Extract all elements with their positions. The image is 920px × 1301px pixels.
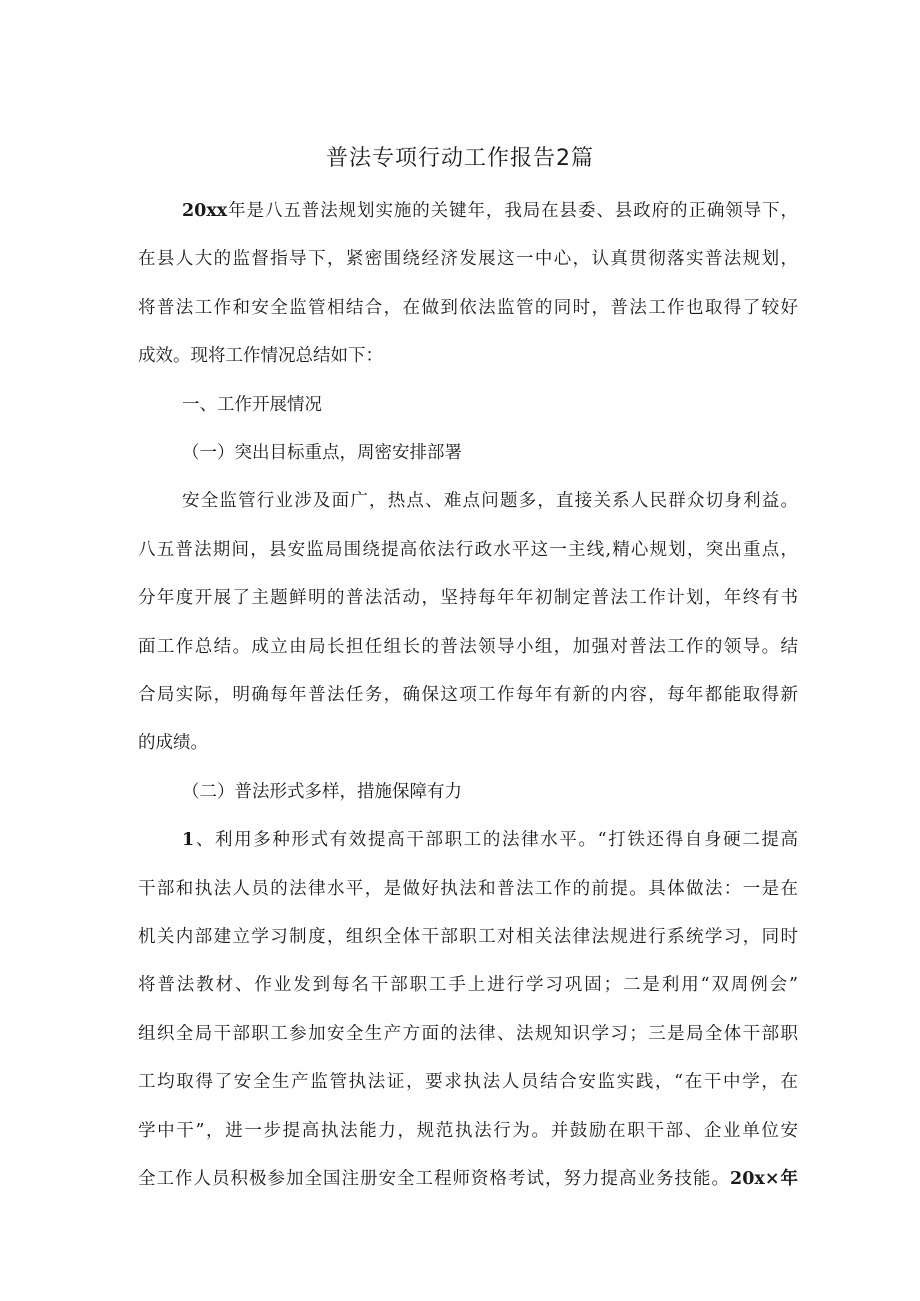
body-line <box>182 438 798 468</box>
line-text: 将普法教材、作业发到每名干部职工手上进行学习巩固；二是利用“双周例会” <box>138 975 798 996</box>
body-line <box>138 583 798 613</box>
line-text: 、利用多种形式有效提高干部职工的法律水平。“打铁还得自身硬二提高 <box>194 830 798 851</box>
line-text: 全工作人员积极参加全国注册安全工程师资格考试，努力提高业务技能。 <box>138 1169 731 1189</box>
body-line <box>182 825 798 855</box>
bold-tail: 20x×年 <box>730 1169 798 1189</box>
line-text: 学中干”，进一步提高执法能力，规范执法行为。并鼓励在职干部、企业单位安 <box>138 1120 798 1141</box>
body-line <box>182 486 798 516</box>
line-text: 合局实际，明确每年普法任务，确保这项工作每年有新的内容，每年都能取得新 <box>138 685 798 705</box>
line-text: 的成绩。 <box>138 733 208 754</box>
line-text: 成效。现将工作情况总结如下： <box>138 346 383 367</box>
body-line <box>138 341 798 371</box>
body-line <box>138 728 798 758</box>
line-text: 在县人大的监督指导下，紧密围绕经济发展这一中心，认真贯彻落实普法规划， <box>138 249 798 270</box>
line-text: （一）突出目标重点，周密安排部署 <box>182 443 462 463</box>
line-text: 面工作总结。成立由局长担任组长的普法领导小组，加强对普法工作的领导。结 <box>138 636 798 657</box>
line-text: 分年度开展了主题鲜明的普法活动，坚持每年年初制定普法工作计划，年终有书 <box>138 588 798 609</box>
body-line <box>138 535 798 565</box>
line-text: 组织全局干部职工参加安全生产方面的法律、法规知识学习；三是局全体干部职 <box>138 1023 798 1044</box>
document-title: 普法专项行动工作报告2篇 <box>326 146 594 171</box>
body-line <box>138 293 798 323</box>
line-text: 八五普法期间，县安监局围绕提高依法行政水平这一主线,精心规划，突出重点， <box>138 539 798 560</box>
body-line <box>182 196 798 226</box>
line-text: 机关内部建立学习制度，组织全体干部职工对相关法律法规进行系统学习，同时 <box>138 927 798 947</box>
line-text: 一、工作开展情况 <box>182 394 322 415</box>
line-text: 将普法工作和安全监管相结合，在做到依法监管的同时，普法工作也取得了较好 <box>138 297 798 318</box>
body-line <box>138 970 798 1000</box>
body-line <box>138 1164 798 1194</box>
line-text: 工均取得了安全生产监管执法证，要求执法人员结合安监实践，“在干中学，在 <box>138 1072 798 1093</box>
body-line <box>138 244 798 274</box>
body-line <box>138 632 798 662</box>
line-text: 安全监管行业涉及面广，热点、难点问题多，直接关系人民群众切身利益。 <box>182 491 798 512</box>
body-line <box>182 777 798 807</box>
bold-lead: 20xx <box>182 201 228 221</box>
body-line <box>182 390 798 420</box>
line-text: （二）普法形式多样，措施保障有力 <box>182 781 462 802</box>
body-line <box>138 1116 798 1146</box>
line-text: 年是八五普法规划实施的关键年，我局在县委、县政府的正确领导下， <box>227 201 798 221</box>
body-line <box>138 1067 798 1097</box>
body-line <box>138 680 798 710</box>
line-text: 干部和执法人员的法律水平，是做好执法和普法工作的前提。具体做法：一是在 <box>138 878 798 899</box>
body-line <box>138 874 798 904</box>
bold-lead: 1 <box>182 830 195 851</box>
body-line <box>138 1019 798 1049</box>
body-line <box>138 922 798 952</box>
